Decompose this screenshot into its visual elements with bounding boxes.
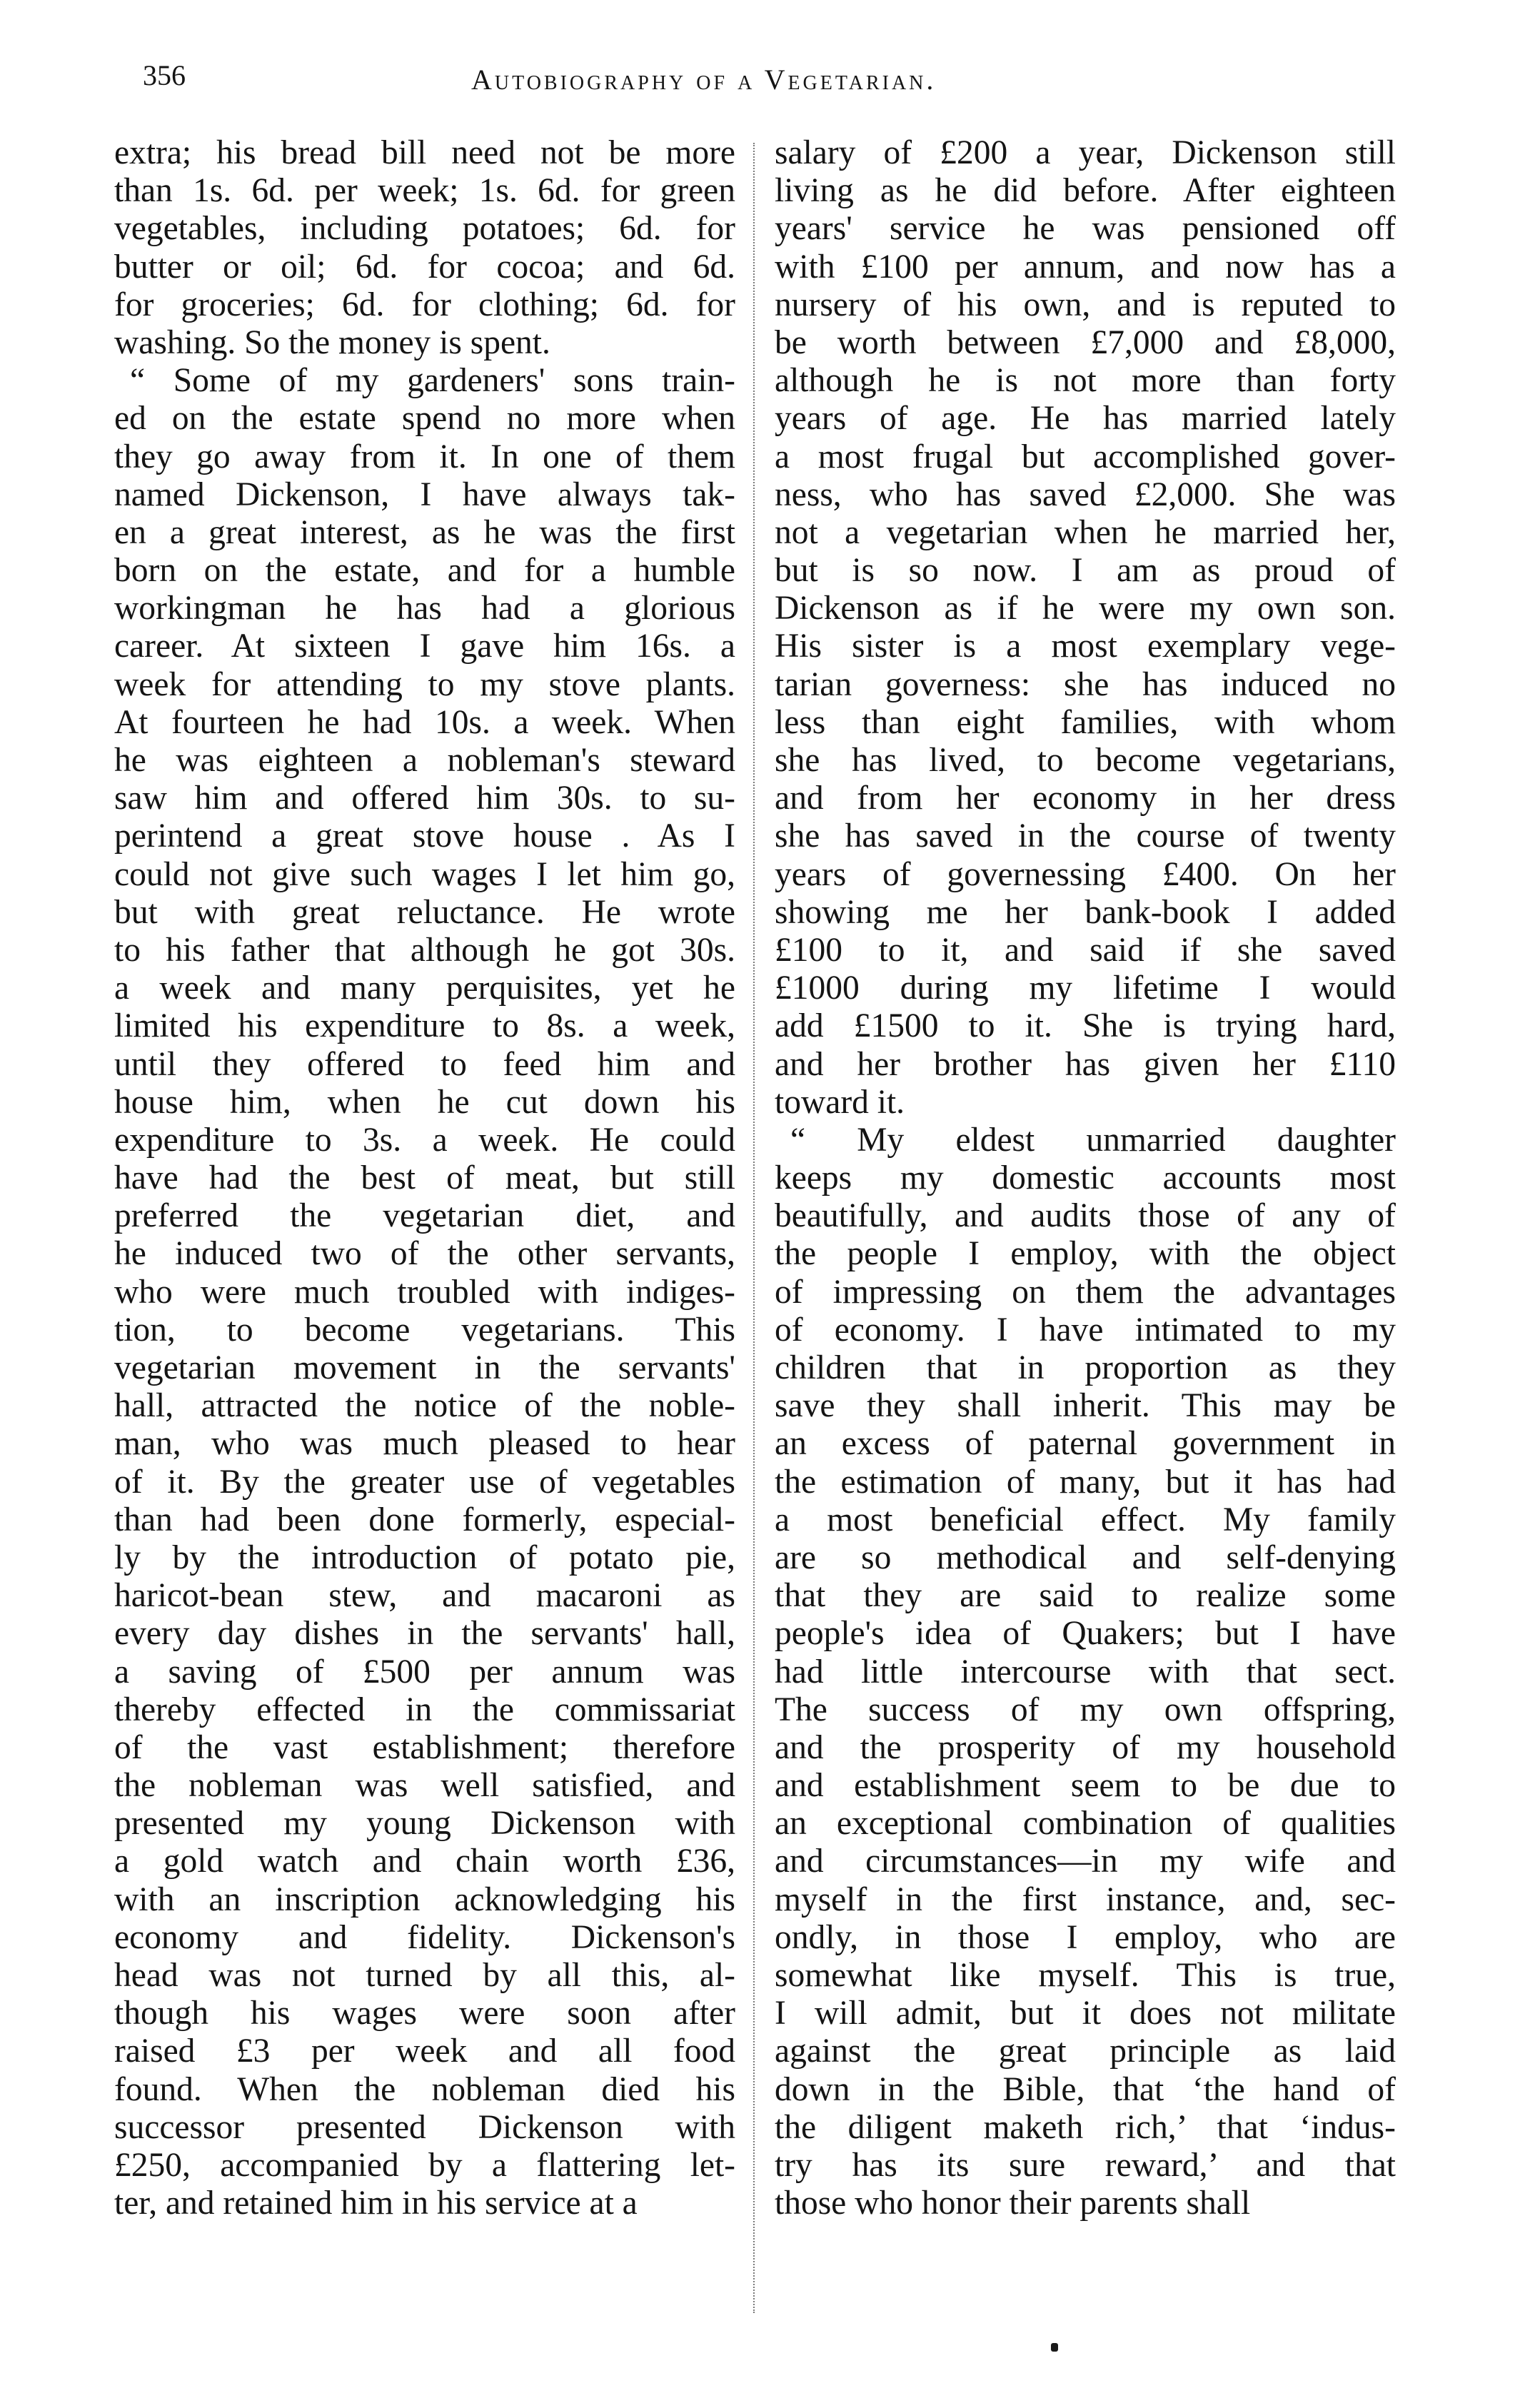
text-line: could not give such wages I let him go, <box>114 855 735 893</box>
text-line: born on the estate, and for a humble <box>114 552 735 590</box>
text-line: they go away from it. In one of them <box>114 438 735 475</box>
text-line: perintend a great stove house . As I <box>114 817 735 855</box>
text-line: expenditure to 3s. a week. He could <box>114 1121 735 1159</box>
text-line: “ Some of my gardeners' sons train- <box>130 362 735 400</box>
right-text-column <box>775 134 1396 2222</box>
text-line: presented my young Dickenson with <box>114 1805 735 1843</box>
text-line: “ My eldest unmarried daughter <box>790 1121 1396 1159</box>
text-line: saw him and offered him 30s. to su- <box>114 780 735 817</box>
text-line: with an inscription acknowledging his <box>114 1880 735 1918</box>
text-line: she has lived, to become vegetarians, <box>775 742 1396 779</box>
text-line: thereby effected in the commissariat <box>114 1691 735 1728</box>
text-line: an excess of paternal government in <box>775 1425 1396 1463</box>
column-divider <box>753 143 755 2313</box>
text-line: against the great principle as laid <box>775 2032 1396 2070</box>
text-line: save they shall inherit. This may be <box>775 1387 1396 1425</box>
text-line: successor presented Dickenson with <box>114 2108 735 2146</box>
text-line: until they offered to feed him and <box>114 1045 735 1083</box>
text-line: toward it. <box>775 1083 905 1121</box>
text-line: vegetables, including potatoes; 6d. for <box>114 210 735 248</box>
text-line: ness, who has saved £2,000. She was <box>775 475 1396 513</box>
text-line: than had been done formerly, especial- <box>114 1501 735 1538</box>
text-line: and from her economy in her dress <box>775 780 1396 817</box>
text-line: of impressing on them the advantages <box>775 1273 1396 1311</box>
text-line: a week and many perquisites, yet he <box>114 969 735 1007</box>
text-line: to his father that although he got 30s. <box>114 931 735 969</box>
text-line: house him, when he cut down his <box>114 1083 735 1121</box>
text-line: have had the best of meat, but still <box>114 1159 735 1197</box>
text-line: found. When the nobleman died his <box>114 2070 735 2108</box>
text-line: £250, accompanied by a flattering let- <box>114 2146 735 2184</box>
text-line: washing. So the money is spent. <box>114 323 550 361</box>
text-line: haricot-bean stew, and macaroni as <box>114 1577 735 1615</box>
text-line: every day dishes in the servants' hall, <box>114 1615 735 1653</box>
text-line: limited his expenditure to 8s. a week, <box>114 1007 735 1045</box>
text-line: people's idea of Quakers; but I have <box>775 1615 1396 1653</box>
text-line: en a great interest, as he was the first <box>114 513 735 551</box>
text-line: Dickenson as if he were my own son. <box>775 590 1396 628</box>
text-line: His sister is a most exemplary vege- <box>775 628 1396 665</box>
text-line: myself in the first instance, and, sec- <box>775 1880 1396 1918</box>
running-title: Autobiography of a Vegetarian. <box>471 64 937 96</box>
text-line: years' service he was pensioned off <box>775 210 1396 248</box>
text-line: a most frugal but accomplished gover- <box>775 438 1396 475</box>
text-line: ly by the introduction of potato pie, <box>114 1538 735 1576</box>
text-line: ed on the estate spend no more when <box>114 400 735 438</box>
text-line: ter, and retained him in his service at a <box>114 2185 638 2222</box>
text-line: an exceptional combination of qualities <box>775 1805 1396 1843</box>
text-line: for groceries; 6d. for clothing; 6d. for <box>114 286 735 323</box>
text-line: than 1s. 6d. per week; 1s. 6d. for green <box>114 172 735 210</box>
text-line: tarian governess: she has induced no <box>775 665 1396 703</box>
text-line: of the vast establishment; therefore <box>114 1728 735 1766</box>
text-line: somewhat like myself. This is true, <box>775 1957 1396 1994</box>
text-line: nursery of his own, and is reputed to <box>775 286 1396 323</box>
text-line: although he is not more than forty <box>775 362 1396 400</box>
text-line: had little intercourse with that sect. <box>775 1653 1396 1691</box>
text-line: not a vegetarian when he married her, <box>775 513 1396 551</box>
text-line: £1000 during my lifetime I would <box>775 969 1396 1007</box>
text-line: head was not turned by all this, al- <box>114 1957 735 1994</box>
text-line: workingman he has had a glorious <box>114 590 735 628</box>
text-line: ondly, in those I employ, who are <box>775 1918 1396 1956</box>
text-line: but with great reluctance. He wrote <box>114 893 735 931</box>
text-line: of economy. I have intimated to my <box>775 1311 1396 1349</box>
text-line: At fourteen he had 10s. a week. When <box>114 703 735 741</box>
text-line: named Dickenson, I have always tak- <box>114 475 735 513</box>
text-line: raised £3 per week and all food <box>114 2032 735 2070</box>
text-line: the nobleman was well satisfied, and <box>114 1767 735 1805</box>
text-line: £100 to it, and said if she saved <box>775 931 1396 969</box>
text-line: that they are said to realize some <box>775 1577 1396 1615</box>
text-line: a saving of £500 per annum was <box>114 1653 735 1691</box>
text-line: add £1500 to it. She is trying hard, <box>775 1007 1396 1045</box>
text-line: he induced two of the other servants, <box>114 1235 735 1273</box>
text-line: the diligent maketh rich,’ that ‘indus- <box>775 2108 1396 2146</box>
text-line: and circumstances—in my wife and <box>775 1843 1396 1880</box>
text-line: living as he did before. After eighteen <box>775 172 1396 210</box>
text-line: with £100 per annum, and now has a <box>775 248 1396 286</box>
text-line: The success of my own offspring, <box>775 1691 1396 1728</box>
text-line: salary of £200 a year, Dickenson still <box>775 134 1396 171</box>
text-line: keeps my domestic accounts most <box>775 1159 1396 1197</box>
ink-speck <box>1051 2343 1058 2352</box>
text-line: and her brother has given her £110 <box>775 1045 1396 1083</box>
text-line: years of governessing £400. On her <box>775 855 1396 893</box>
text-line: economy and fidelity. Dickenson's <box>114 1918 735 1956</box>
text-line: children that in proportion as they <box>775 1349 1396 1386</box>
text-line: I will admit, but it does not militate <box>775 1995 1396 2032</box>
text-line: a gold watch and chain worth £36, <box>114 1843 735 1880</box>
text-line: showing me her bank-book I added <box>775 893 1396 931</box>
text-line: the people I employ, with the object <box>775 1235 1396 1273</box>
text-line: butter or oil; 6d. for cocoa; and 6d. <box>114 248 735 286</box>
text-line: preferred the vegetarian diet, and <box>114 1197 735 1235</box>
text-line: beautifully, and audits those of any of <box>775 1197 1396 1235</box>
text-line: man, who was much pleased to hear <box>114 1425 735 1463</box>
text-line: try has its sure reward,’ and that <box>775 2146 1396 2184</box>
text-line: those who honor their parents shall <box>775 2185 1251 2222</box>
text-line: he was eighteen a nobleman's steward <box>114 742 735 779</box>
text-line: are so methodical and self-denying <box>775 1538 1396 1576</box>
text-line: the estimation of many, but it has had <box>775 1463 1396 1501</box>
text-line: and establishment seem to be due to <box>775 1767 1396 1805</box>
text-line: of it. By the greater use of vegetables <box>114 1463 735 1501</box>
text-line: she has saved in the course of twenty <box>775 817 1396 855</box>
text-line: years of age. He has married lately <box>775 400 1396 438</box>
text-line: though his wages were soon after <box>114 1995 735 2032</box>
text-line: a most beneficial effect. My family <box>775 1501 1396 1538</box>
text-line: extra; his bread bill need not be more <box>114 134 735 171</box>
page-number: 356 <box>143 59 186 91</box>
text-line: who were much troubled with indiges- <box>114 1273 735 1311</box>
text-line: but is so now. I am as proud of <box>775 552 1396 590</box>
text-line: hall, attracted the notice of the noble- <box>114 1387 735 1425</box>
text-line: and the prosperity of my household <box>775 1728 1396 1766</box>
text-line: vegetarian movement in the servants' <box>114 1349 735 1386</box>
left-text-column <box>114 134 735 2222</box>
text-line: week for attending to my stove plants. <box>114 665 735 703</box>
text-line: tion, to become vegetarians. This <box>114 1311 735 1349</box>
text-line: less than eight families, with whom <box>775 703 1396 741</box>
text-line: be worth between £7,000 and £8,000, <box>775 323 1396 361</box>
text-line: career. At sixteen I gave him 16s. a <box>114 628 735 665</box>
text-line: down in the Bible, that ‘the hand of <box>775 2070 1396 2108</box>
